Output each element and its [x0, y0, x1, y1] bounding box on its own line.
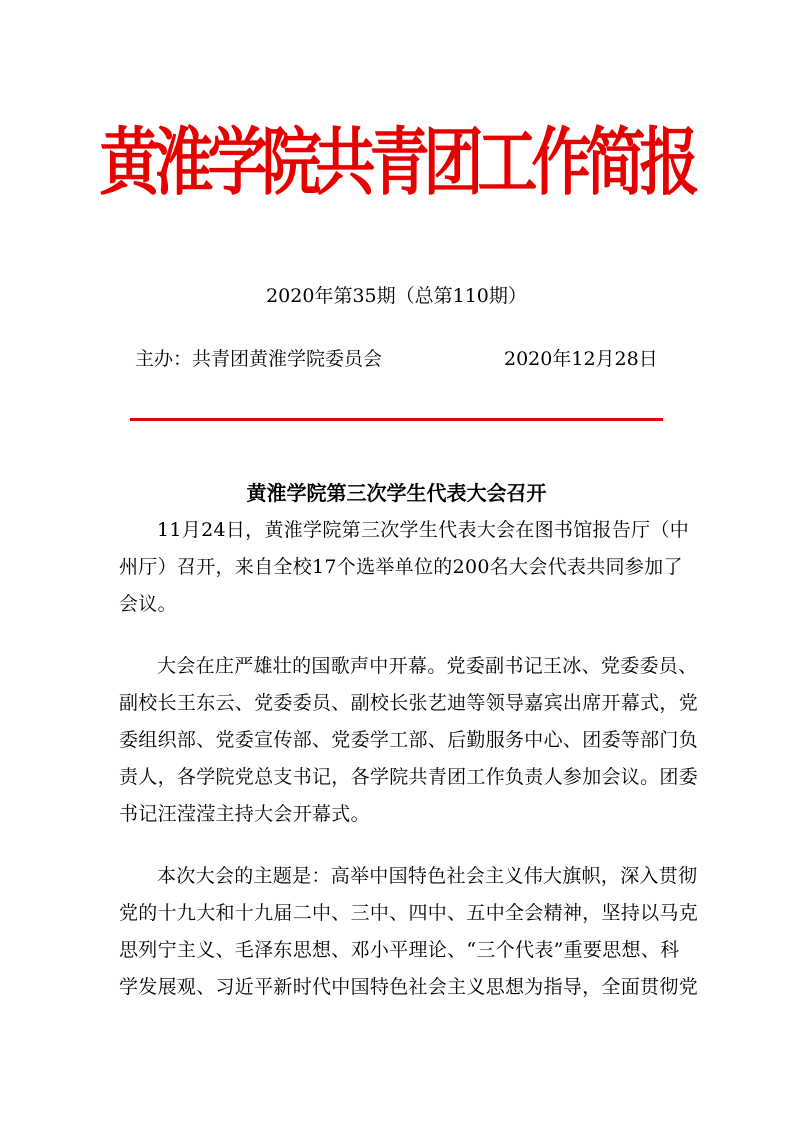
paragraph-line: 委组织部、党委宣传部、党委学工部、后勤服务中心、团委等部门负 — [119, 729, 699, 751]
article-paragraph — [119, 858, 699, 1006]
paragraph-line: 学发展观、习近平新时代中国特色社会主义思想为指导，全面贯彻党 — [119, 976, 699, 998]
paragraph-line: 责人，各学院党总支书记，各学院共青团工作负责人参加会议。团委 — [119, 766, 699, 788]
red-divider-rule — [130, 418, 663, 421]
newsletter-masthead: 黄淮学院共青团工作简报 — [99, 120, 694, 206]
paragraph-line: 11月24日，黄淮学院第三次学生代表大会在图书馆报告厅（中 — [157, 519, 690, 541]
article-paragraph — [119, 648, 699, 833]
paragraph-line: 会议。 — [119, 593, 177, 615]
paragraph-line: 本次大会的主题是：高举中国特色社会主义伟大旗帜，深入贯彻 — [157, 865, 698, 887]
paragraph-line: 副校长王东云、党委委员、副校长张艺迪等领导嘉宾出席开幕式，党 — [119, 692, 699, 714]
sponsor-line: 主办：共青团黄淮学院委员会 — [135, 348, 383, 370]
article-body — [119, 512, 699, 1031]
paragraph-line: 书记汪滢滢主持大会开幕式。 — [119, 803, 370, 825]
paragraph-line: 州厅）召开，来自全校17个选举单位的200名大会代表共同参加了 — [119, 556, 683, 578]
paragraph-line: 党的十九大和十九届二中、三中、四中、五中全会精神，坚持以马克 — [119, 902, 699, 924]
article-title: 黄淮学院第三次学生代表大会召开 — [246, 481, 547, 505]
paragraph-line: 大会在庄严雄壮的国歌声中开幕。党委副书记王冰、党委委员、 — [157, 655, 698, 677]
article-paragraph — [119, 512, 699, 623]
paragraph-line: 思列宁主义、毛泽东思想、邓小平理论、“三个代表”重要思想、科 — [119, 939, 680, 961]
issue-number: 2020年第35期（总第110期） — [266, 285, 527, 307]
publication-date: 2020年12月28日 — [504, 348, 658, 370]
